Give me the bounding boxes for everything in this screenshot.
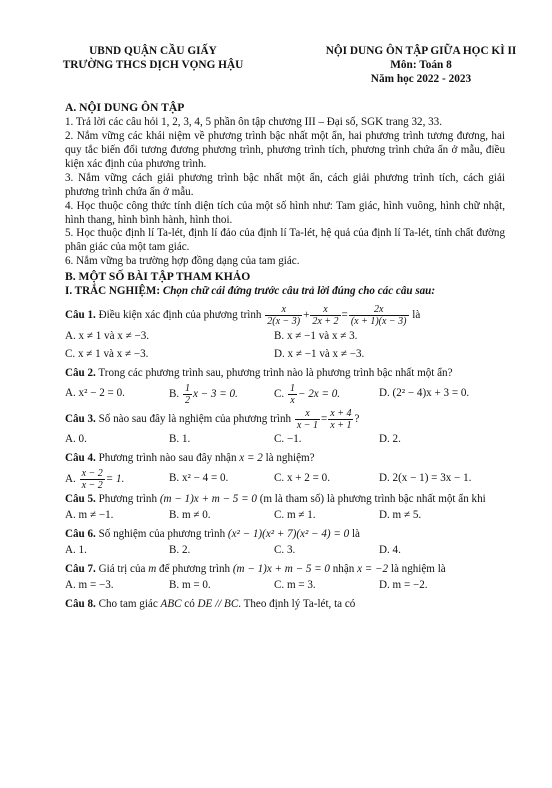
equation: (m − 1)x + m − 5 = 0 [159, 493, 257, 505]
option-a[interactable]: A. m = −3. [65, 578, 114, 591]
question-1 [65, 302, 505, 364]
question-tail: (m là tham số) là phương trình bậc nhất một ẩn khi [259, 493, 486, 505]
question-stem: Điều kiện xác định của phương trình [98, 309, 262, 322]
question-label: Câu 7. [65, 562, 96, 575]
option-d[interactable]: D. m = −2. [379, 578, 428, 591]
school-year: Năm học 2022 - 2023 [370, 73, 472, 85]
option-d[interactable]: D. 2(x − 1) = 3x − 1. [379, 472, 472, 484]
question-3 [65, 408, 505, 449]
answer-options [65, 544, 505, 560]
answer-options [65, 468, 505, 490]
answer-options [65, 509, 505, 525]
section-a-item: 4. Học thuộc công thức tính diện tích của một số hình như: Tam giác, hình vuông, hình chữ nhật, hình thang, hình bình hành, hình thoi. [65, 199, 505, 226]
header-right [296, 44, 546, 86]
section-a-item: 3. Nắm vững cách giải phương trình bậc nhất một ẩn, cách giải phương trình tích, cách giải phương trình chứa ẩn ở mẫu. [65, 171, 505, 198]
condition: x = −2 [357, 562, 389, 575]
fraction: $\frac{x}{x - 1}$ [296, 408, 319, 432]
question-stem: Giá trị của [98, 562, 146, 575]
option-a[interactable]: A. x² − 2 = 0. [65, 387, 125, 400]
option-d[interactable]: D. m ≠ 5. [379, 508, 422, 521]
option-b[interactable]: B. 2. [169, 543, 191, 556]
fraction: $\frac{x}{2(x - 3)}$ [267, 304, 301, 328]
option-d[interactable]: D. (2² − 4)x + 3 = 0. [379, 387, 470, 400]
option-a[interactable]: A. 0. [65, 433, 87, 446]
question-2 [65, 367, 505, 405]
question-tail: là nghiệm là [390, 562, 446, 575]
option-d[interactable]: D. 2. [379, 433, 401, 446]
question-text: Câu 7. Giá trị của m để phương trình (m − 1)x + m − 5 = 0 nhận x = −2 là nghiệm là [65, 562, 446, 575]
option-c[interactable]: C. m = 3. [274, 578, 316, 591]
question-5 [65, 493, 505, 525]
question-label: Câu 3. [65, 413, 96, 426]
condition: x = 2 [239, 452, 263, 465]
section-a-item: 1. Trả lời các câu hỏi 1, 2, 3, 4, 5 phần ôn tập chương III – Đại số, SGK trang 32, 33. [65, 116, 443, 129]
document-title: NỘI DUNG ÔN TẬP GIỮA HỌC KÌ II [325, 45, 517, 57]
question-text [65, 493, 505, 507]
question-6 [65, 528, 505, 560]
question-text [65, 367, 505, 381]
question-7 [65, 563, 505, 595]
option-b[interactable]: B. x ≠ −1 và x ≠ 3. [274, 330, 358, 343]
option-b[interactable]: B. x² − 4 = 0. [169, 472, 229, 484]
parameter: m [148, 562, 157, 575]
question-tail: ? [354, 413, 360, 426]
option-c[interactable]: C. −1. [274, 433, 302, 446]
answer-options [65, 433, 505, 449]
option-a[interactable]: A. $\frac{x - 2}{x - 2}$ = 1. [65, 468, 125, 491]
question-label: Câu 4. [65, 452, 96, 465]
parallel-condition: DE // BC [197, 597, 239, 610]
fraction: $\frac{2x}{(x + 1)(x - 3)}$ [350, 304, 407, 328]
option-c[interactable]: C. m ≠ 1. [274, 508, 316, 521]
option-c[interactable]: C. x + 2 = 0. [274, 472, 330, 484]
question-8 [65, 598, 505, 612]
option-b[interactable]: B. $\frac{1}{2}$ x − 3 = 0. [169, 383, 238, 407]
option-b[interactable]: B. 1. [169, 433, 191, 446]
question-text: Câu 8. Cho tam giác ABC có DE // BC. Theo định lý Ta-lét, ta có [65, 597, 356, 610]
question-label: Câu 6. [65, 527, 96, 540]
answer-options [65, 330, 505, 346]
section-a-item: 5. Học thuộc định lí Ta-lét, định lí đảo của định lí Ta-lét, hệ quả của định lí Ta-lét, tính chất đường phân giác của một tam giác. [65, 227, 505, 254]
option-c[interactable]: C. x ≠ 1 và x ≠ −3. [65, 348, 149, 361]
section-a-item: 6. Nắm vững ba trường hợp đồng dạng của tam giác. [65, 255, 300, 268]
option-a[interactable]: A. x ≠ 1 và x ≠ −3. [65, 330, 150, 343]
question-label: Câu 5. [65, 493, 96, 505]
part-1-heading [65, 285, 505, 299]
option-a[interactable]: A. 1. [65, 543, 87, 556]
equation: (m − 1)x + m − 5 = 0 [232, 562, 330, 575]
triangle-name: ABC [160, 597, 182, 610]
option-d[interactable]: D. x ≠ −1 và x ≠ −3. [274, 348, 365, 361]
equation: (x² − 1)(x² + 7)(x² − 4) = 0 [227, 527, 350, 540]
option-a[interactable]: A. m ≠ −1. [65, 508, 114, 521]
question-tail: là [351, 527, 360, 540]
question-label: Câu 1. [65, 309, 96, 322]
subject: Môn: Toán 8 [390, 59, 452, 71]
answer-options [65, 383, 505, 405]
fraction: $\frac{x}{2x + 2}$ [312, 304, 339, 328]
fraction: $\frac{x + 4}{x + 1}$ [330, 408, 352, 432]
option-b[interactable]: B. m ≠ 0. [169, 508, 211, 521]
question-text: Câu 1. Điều kiện xác định của phương trình $\frac{x}{2(x - 3)}$ + $\frac{x}{2x + 2}$ = $\frac{2x}{(x + 1)(x - 3)}$ là [65, 304, 421, 328]
question-stem: Phương trình nào sau đây nhận [98, 452, 237, 465]
option-b[interactable]: B. m = 0. [169, 578, 211, 591]
option-c[interactable]: C. 3. [274, 543, 296, 556]
section-a-title: A. NỘI DUNG ÔN TẬP [65, 101, 185, 114]
option-c[interactable]: C. $\frac{1}{x}$ − 2x = 0. [274, 383, 341, 407]
section-b-title: B. MỘT SỐ BÀI TẬP THAM KHẢO [65, 269, 251, 283]
answer-options [65, 579, 505, 595]
part-1-instruction: Chọn chữ cái đứng trước câu trả lời đúng cho các câu sau: [162, 285, 436, 298]
question-stem: Số nào sau đây là nghiệm của phương trình [98, 413, 292, 426]
question-stem: Cho tam giác [98, 597, 158, 610]
district-name: UBND QUẬN CẦU GIẤY [89, 45, 217, 57]
question-tail: là nghiệm? [265, 452, 315, 465]
question-text: Câu 3. Số nào sau đây là nghiệm của phương trình $\frac{x}{x - 1}$ = $\frac{x + 4}{x + 1}$ ? [65, 408, 360, 432]
school-name: TRƯỜNG THCS DỊCH VỌNG HẬU [62, 59, 244, 71]
question-tail: . Theo định lý Ta-lét, ta có [238, 597, 356, 610]
question-label: Câu 2. [65, 367, 96, 380]
option-d[interactable]: D. 4. [379, 543, 401, 556]
question-stem: Số nghiệm của phương trình [98, 527, 226, 540]
question-tail: là [412, 309, 421, 322]
section-a-item: 2. Nắm vững các khái niệm về phương trình bậc nhất một ẩn, hai phương trình tương đương, hai quy tắc biến đổi tương đương phương trình, phương trình tích, phương trình chứa ẩn ở mẫu, điều kiện xác định của phương trình. [65, 130, 505, 171]
question-label: Câu 8. [65, 597, 96, 610]
header-left [48, 44, 258, 72]
part-1-label: I. TRẮC NGHIỆM: [65, 285, 161, 298]
question-4 [65, 452, 505, 490]
question-text [65, 528, 505, 542]
question-stem: Phương trình [98, 493, 158, 505]
answer-options [65, 348, 505, 364]
question-text [65, 452, 505, 466]
document-body [65, 101, 505, 611]
question-stem: Trong các phương trình sau, phương trình nào là phương trình bậc nhất một ẩn? [98, 367, 453, 380]
